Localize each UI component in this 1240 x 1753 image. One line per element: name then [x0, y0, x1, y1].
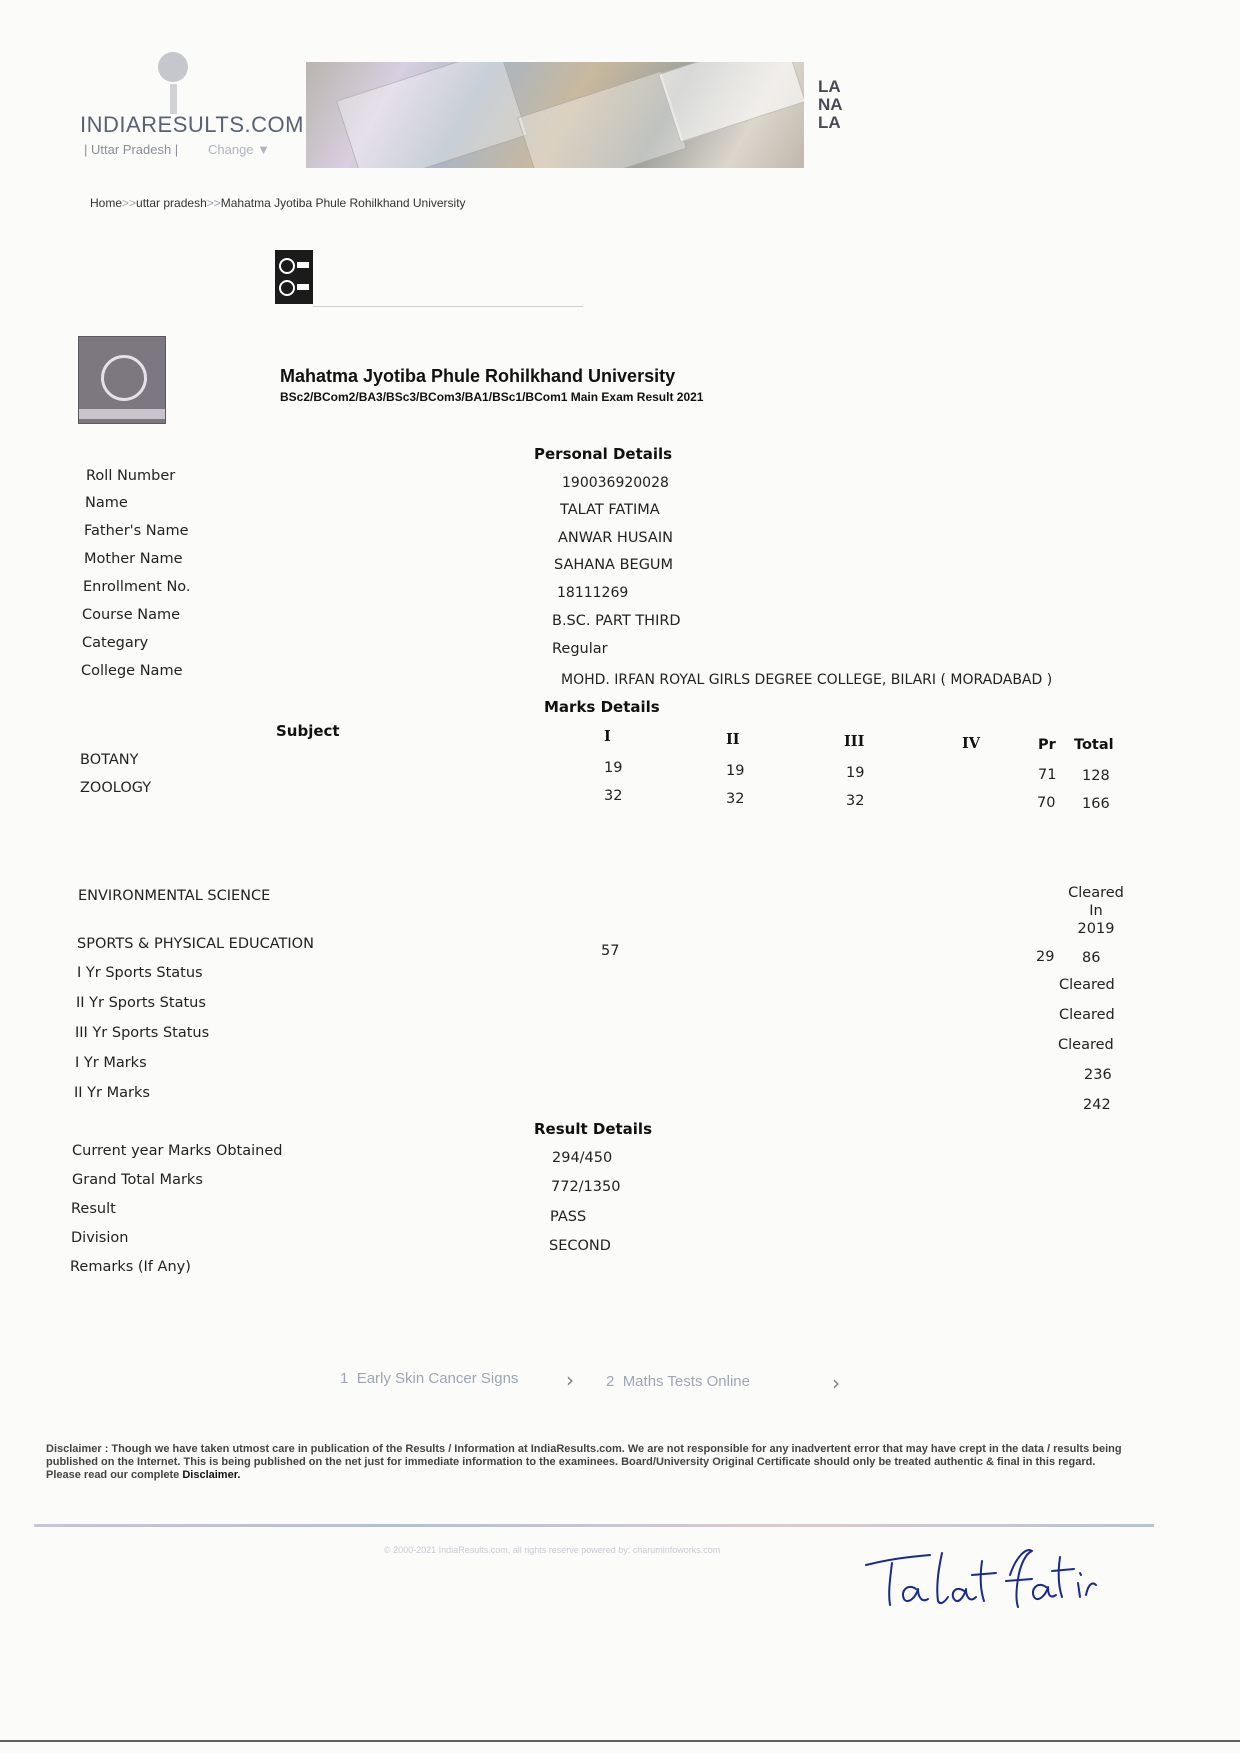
mark-iii: 19 [846, 765, 865, 781]
mark-pr: 71 [1038, 767, 1057, 783]
breadcrumb-separator: >> [122, 196, 137, 210]
mark-pr: 70 [1037, 795, 1056, 811]
label-category: Categary [82, 635, 149, 651]
value-course-name: B.SC. PART THIRD [552, 613, 681, 629]
label-fathers-name: Father's Name [84, 523, 189, 539]
marks-details-heading: Marks Details [544, 698, 660, 716]
chevron-right-icon[interactable]: › [832, 1371, 840, 1395]
change-region-link[interactable]: Change ▼ [208, 142, 271, 157]
ad-link-text[interactable]: Maths Tests Online [622, 1373, 750, 1390]
university-title: Mahatma Jyotiba Phule Rohilkhand University [280, 366, 676, 386]
handwritten-signature [860, 1535, 1100, 1615]
copyright: © 2000-2021 IndiaResults.com, all rights reserve powered by: charuminfoworks.com [384, 1545, 721, 1555]
exam-title: BSc2/BCom2/BA3/BSc3/BCom3/BA1/BSc1/BCom1 Main Exam Result 2021 [280, 390, 704, 404]
share-buttons[interactable] [275, 250, 313, 304]
subject-name-environmental-science: ENVIRONMENTAL SCIENCE [78, 888, 271, 904]
advertisement-banner[interactable] [306, 62, 804, 168]
label-i-yr-marks: I Yr Marks [75, 1055, 147, 1071]
mark-i: 19 [604, 760, 623, 776]
footer-divider [34, 1524, 1154, 1527]
disclaimer-link[interactable]: Disclaimer. [182, 1469, 241, 1481]
ad-link[interactable] [606, 1373, 750, 1390]
value-grand-total-marks: 772/1350 [551, 1179, 621, 1195]
subject-column-header: Subject [276, 722, 340, 740]
value-ii-yr-sports-status: Cleared [1059, 1007, 1115, 1023]
label-roll-number: Roll Number [86, 468, 176, 484]
value-current-year-marks: 294/450 [552, 1150, 613, 1166]
mark-total: 128 [1082, 768, 1110, 784]
value-iii-yr-sports-status: Cleared [1058, 1037, 1114, 1053]
value-fathers-name: ANWAR HUSAIN [558, 530, 673, 546]
mark-i: 32 [604, 788, 623, 804]
site-logo-icon[interactable] [158, 52, 188, 82]
label-ii-yr-marks: II Yr Marks [74, 1085, 150, 1101]
breadcrumb-university[interactable]: Mahatma Jyotiba Phule Rohilkhand University [220, 196, 466, 210]
column-header-total: Total [1074, 737, 1114, 753]
label-grand-total-marks: Grand Total Marks [72, 1172, 203, 1188]
ad-link-text[interactable]: Early Skin Cancer Signs [356, 1370, 519, 1387]
breadcrumb-home[interactable]: Home [90, 196, 123, 210]
disclaimer-text: Disclaimer : Though we have taken utmost care in publication of the Results / Information at IndiaResults.com. We are not responsible for any inadvertent error that may have crept in the data / results being published on the Internet. This is being published on the net just for immediate information to the examinees. Board/University Original Certificate should only be treated authentic & final in this regard. Please read our complete [46, 1443, 1122, 1481]
whatsapp-icon[interactable] [275, 250, 313, 304]
breadcrumb-state[interactable]: uttar pradesh [136, 196, 207, 210]
label-result: Result [71, 1201, 116, 1217]
subject-name: BOTANY [80, 752, 139, 768]
value-ii-yr-marks: 242 [1083, 1097, 1111, 1113]
value-roll-number: 190036920028 [562, 475, 669, 491]
label-college-name: College Name [81, 663, 183, 679]
sports-mark-total: 86 [1082, 950, 1101, 966]
environmental-science-status: Cleared In 2019 [1068, 885, 1124, 937]
disclaimer [46, 1443, 1126, 1482]
divider [313, 306, 583, 307]
breadcrumb [90, 196, 466, 210]
mark-ii: 32 [726, 791, 745, 807]
breadcrumb-separator: >> [206, 196, 221, 210]
ad-link-number: 2 [606, 1373, 615, 1390]
mark-total: 166 [1082, 796, 1110, 812]
label-iii-yr-sports-status: III Yr Sports Status [75, 1025, 210, 1041]
value-mother-name: SAHANA BEGUM [554, 557, 674, 573]
sports-mark-pr: 29 [1036, 949, 1055, 965]
mark-iii: 32 [846, 793, 865, 809]
label-name: Name [85, 495, 128, 511]
value-i-yr-marks: 236 [1084, 1067, 1112, 1083]
banner-brand-text: LA NA LA [818, 77, 843, 132]
value-result: PASS [550, 1209, 587, 1225]
ad-link-number: 1 [340, 1370, 349, 1387]
value-enrollment-no: 18111269 [557, 585, 629, 601]
label-remarks: Remarks (If Any) [70, 1259, 191, 1275]
value-division: SECOND [549, 1238, 611, 1254]
sports-mark-i: 57 [601, 943, 620, 959]
column-header-iv: IV [962, 735, 981, 752]
mark-ii: 19 [726, 763, 745, 779]
value-college-name: MOHD. IRFAN ROYAL GIRLS DEGREE COLLEGE, BILARI ( MORADABAD ) [561, 672, 1053, 688]
label-i-yr-sports-status: I Yr Sports Status [77, 965, 203, 981]
value-i-yr-sports-status: Cleared [1059, 977, 1115, 993]
label-ii-yr-sports-status: II Yr Sports Status [76, 995, 206, 1011]
chevron-right-icon[interactable]: › [566, 1368, 574, 1392]
result-details-heading: Result Details [534, 1120, 652, 1138]
column-header-ii: II [726, 731, 740, 748]
subject-name-sports: SPORTS & PHYSICAL EDUCATION [77, 936, 314, 952]
site-name[interactable]: INDIARESULTS.COM [80, 112, 304, 137]
column-header-i: I [604, 728, 611, 745]
label-current-year-marks: Current year Marks Obtained [72, 1143, 283, 1159]
page-edge [0, 1740, 1240, 1742]
region-label: | Uttar Pradesh | [84, 142, 179, 157]
label-mother-name: Mother Name [84, 551, 183, 567]
ad-link[interactable] [340, 1370, 518, 1387]
label-enrollment-no: Enrollment No. [83, 579, 191, 595]
label-division: Division [71, 1230, 129, 1246]
university-emblem [78, 336, 166, 424]
personal-details-heading: Personal Details [534, 445, 673, 463]
subject-name: ZOOLOGY [80, 780, 152, 796]
site-logo-stem [170, 84, 177, 114]
value-name: TALAT FATIMA [560, 502, 660, 518]
value-category: Regular [552, 641, 608, 657]
column-header-pr: Pr [1038, 737, 1056, 753]
label-course-name: Course Name [82, 607, 181, 623]
column-header-iii: III [844, 733, 865, 750]
